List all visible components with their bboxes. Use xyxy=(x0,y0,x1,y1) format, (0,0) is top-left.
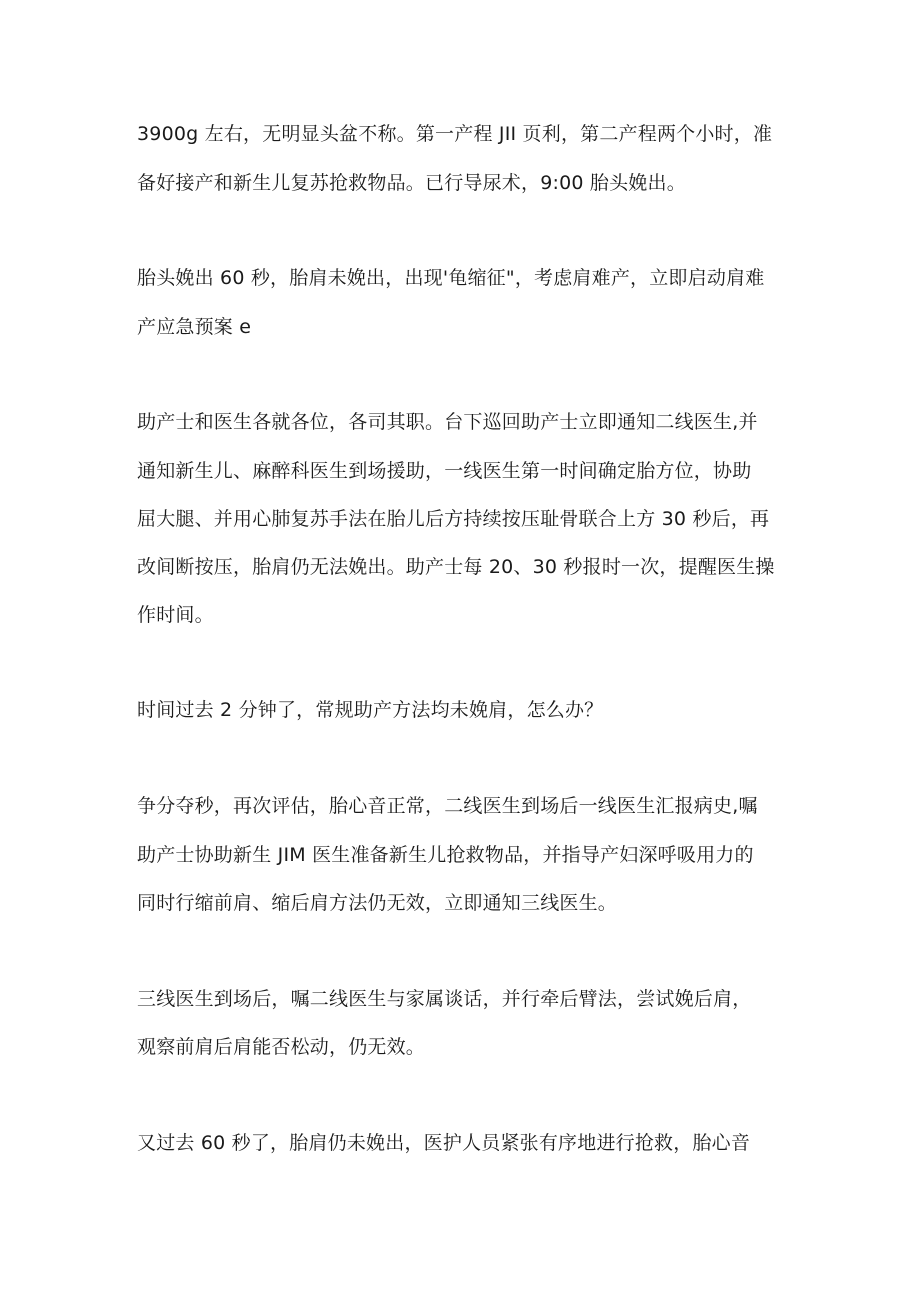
paragraph-1-line-1: 3900g 左右，无明显头盆不称。第一产程 JII 页利，第二产程两个小时，准 xyxy=(137,123,773,145)
paragraph-3-line-2: 通知新生儿、麻醉科医生到场援助，一线医生第一时间确定胎方位，协助 xyxy=(137,460,752,482)
paragraph-3-line-3: 屈大腿、并用心肺复苏手法在胎儿后方持续按压耻骨联合上方 30 秒后，再 xyxy=(137,508,770,530)
paragraph-7-line-1: 又过去 60 秒了，胎肩仍未娩出，医护人员紧张有序地进行抢救，胎心音 xyxy=(137,1132,751,1154)
paragraph-3-line-4: 改间断按压，胎肩仍无法娩出。助产士每 20、30 秒报时一次，提醒医生操 xyxy=(137,556,775,578)
paragraph-1-line-2: 备好接产和新生儿复苏抢救物品。已行导尿术，9:00 胎头娩出。 xyxy=(137,172,686,194)
paragraph-4-line-1: 时间过去 2 分钟了，常规助产方法均未娩肩，怎么办？ xyxy=(137,699,604,721)
paragraph-3-line-5: 作时间。 xyxy=(137,604,214,626)
paragraph-5-line-2: 助产士协助新生 JIM 医生准备新生儿抢救物品，并指导产妇深呼吸用力的 xyxy=(137,844,754,866)
paragraph-5-line-3: 同时行缩前肩、缩后肩方法仍无效，立即通知三线医生。 xyxy=(137,892,618,914)
paragraph-2-line-2: 产应急预案 e xyxy=(137,316,252,338)
paragraph-6-line-1: 三线医生到场后，嘱二线医生与家属谈话，并行牵后臂法，尝试娩后肩， xyxy=(137,988,752,1010)
paragraph-5-line-1: 争分夺秒，再次评估，胎心音正常，二线医生到场后一线医生汇报病史,嘱 xyxy=(137,795,758,817)
paragraph-6-line-2: 观察前肩后肩能否松动，仍无效。 xyxy=(137,1036,426,1058)
paragraph-2-line-1: 胎头娩出 60 秒，胎肩未娩出，出现'龟缩征"，考虑肩难产，立即启动肩难 xyxy=(137,267,765,289)
paragraph-3-line-1: 助产士和医生各就各位，各司其职。台下巡回助产士立即通知二线医生,并 xyxy=(137,411,758,433)
